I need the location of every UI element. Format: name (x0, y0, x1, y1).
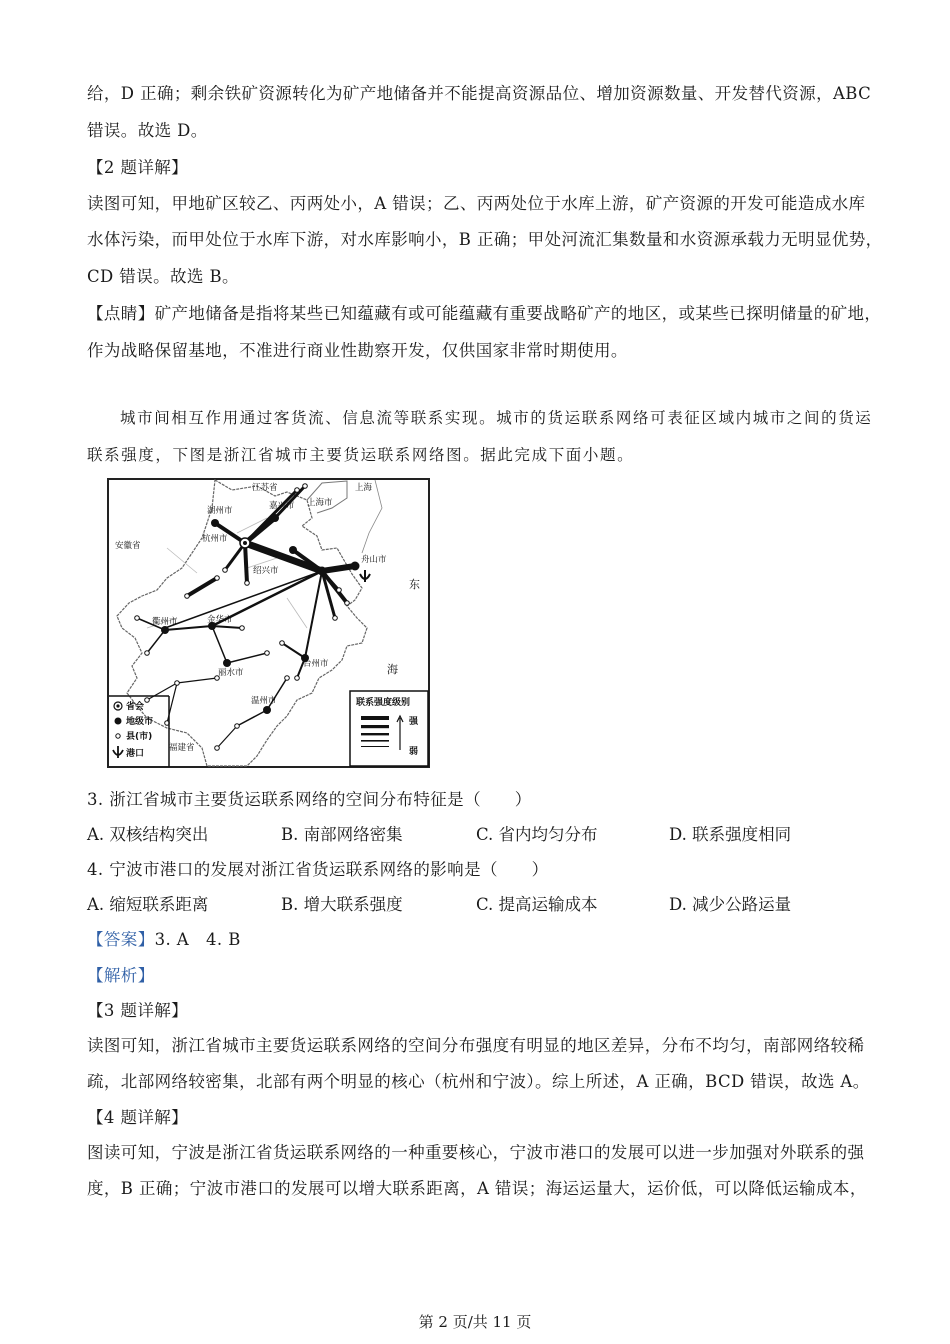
question-4: 4. 宁波市港口的发展对浙江省货运联系网络的影响是（ ） (87, 860, 549, 879)
text-line: 错误。故选 D。 (87, 121, 208, 140)
text-line: 给，D 正确；剩余铁矿资源转化为矿产地储备并不能提高资源品位、增加资源数量、开发替代资源，ABC (87, 84, 872, 103)
q3-option-d: D. 联系强度相同 (669, 825, 792, 844)
map-label-anhui: 安徽省 (115, 541, 141, 551)
section-heading: 【2 题详解】 (87, 158, 189, 177)
map-label-huzhou: 湖州市 (207, 506, 233, 516)
q4-option-a: A. 缩短联系距离 (87, 895, 209, 914)
analysis-heading: 【解析】 (87, 966, 155, 985)
text-line: 读图可知，浙江省城市主要货运联系网络的空间分布强度有明显的地区差异，分布不均匀，南部网络较稀 (87, 1036, 865, 1055)
map-label-shaoxing: 绍兴市 (253, 566, 279, 576)
map-label-hangzhou: 杭州市 (202, 534, 228, 544)
legend-strength-title: 联系强度级别 (356, 698, 411, 708)
q3-option-a: A. 双核结构突出 (87, 825, 209, 844)
map-label-fujian: 福建省 (169, 743, 195, 753)
text-line: 图读可知，宁波是浙江省货运联系网络的一种重要核心，宁波市港口的发展可以进一步加强对外联系的强 (87, 1143, 865, 1162)
answer-text: 3. A 4. B (154, 930, 241, 949)
legend-prefecture: 地级市 (126, 717, 154, 727)
text-line: CD 错误。故选 B。 (87, 267, 239, 286)
legend-port: 港口 (126, 749, 145, 759)
text-line: 疏，北部网络较密集，北部有两个明显的核心（杭州和宁波）。综上所述，A 正确，BCD 错误，故选 A。 (87, 1072, 870, 1091)
q3-option-b: B. 南部网络密集 (281, 825, 403, 844)
map-label-jiaxing: 嘉兴市 (269, 501, 295, 511)
map-label-jiangsu: 江苏省 (252, 483, 278, 493)
q4-option-c: C. 提高运输成本 (476, 895, 598, 914)
zhejiang-freight-network-map (107, 478, 430, 768)
q4-option-d: D. 减少公路运量 (669, 895, 792, 914)
legend-county: 县(市) (126, 732, 153, 742)
question-stem: 城市间相互作用通过客货流、信息流等联系实现。城市的货运联系网络可表征区域内城市之间的货运 (120, 409, 873, 427)
map-label-shanghai-city: 上海市 (307, 498, 333, 508)
map-label-east: 东 (409, 578, 420, 591)
map-label-lishui: 丽水市 (218, 668, 244, 678)
q3-option-c: C. 省内均匀分布 (476, 825, 598, 844)
map-label-taizhou: 台州市 (303, 659, 329, 669)
section-heading: 【3 题详解】 (87, 1001, 189, 1020)
map-legend-strength (350, 691, 428, 766)
question-stem: 联系强度，下图是浙江省城市主要货运联系网络图。据此完成下面小题。 (87, 446, 635, 464)
answer-line (87, 926, 241, 950)
legend-capital: 省会 (126, 702, 145, 712)
text-line: 水体污染，而甲处位于水库下游，对水库影响小，B 正确；甲处河流汇集数量和水资源承载力无明显优势， (87, 230, 883, 249)
question-3: 3. 浙江省城市主要货运联系网络的空间分布特征是（ ） (87, 790, 532, 809)
tip-paragraph: 【点睛】矿产地储备是指将某些已知蕴藏有或可能蕴藏有重要战略矿产的地区，或某些已探明储量的矿地， (87, 304, 882, 323)
map-label-zhoushan: 舟山市 (361, 555, 387, 565)
section-heading: 【4 题详解】 (87, 1108, 189, 1127)
answer-label: 【答案】 (87, 930, 155, 949)
legend-strong: 强 (409, 717, 419, 727)
text-line: 度，B 正确；宁波市港口的发展可以增大联系距离，A 错误；海运运量大，运价低，可以降低运输成本， (87, 1179, 867, 1198)
map-label-jinhua: 金华市 (207, 615, 233, 625)
q4-option-b: B. 增大联系强度 (281, 895, 403, 914)
text-line: 作为战略保留基地，不准进行商业性勘察开发，仅供国家非常时期使用。 (87, 341, 628, 360)
page-footer: 第 2 页/共 11 页 (418, 1313, 532, 1331)
text-line: 读图可知，甲地矿区较乙、丙两处小，A 错误；乙、丙两处位于水库上游，矿产资源的开发可能造成水库 (87, 194, 866, 213)
map-label-wenzhou: 温州市 (251, 696, 277, 706)
map-label-quzhou: 衢州市 (152, 617, 178, 627)
map-label-shanghai: 上海 (355, 483, 373, 493)
map-label-sea: 海 (387, 663, 398, 676)
legend-weak: 弱 (409, 747, 419, 757)
